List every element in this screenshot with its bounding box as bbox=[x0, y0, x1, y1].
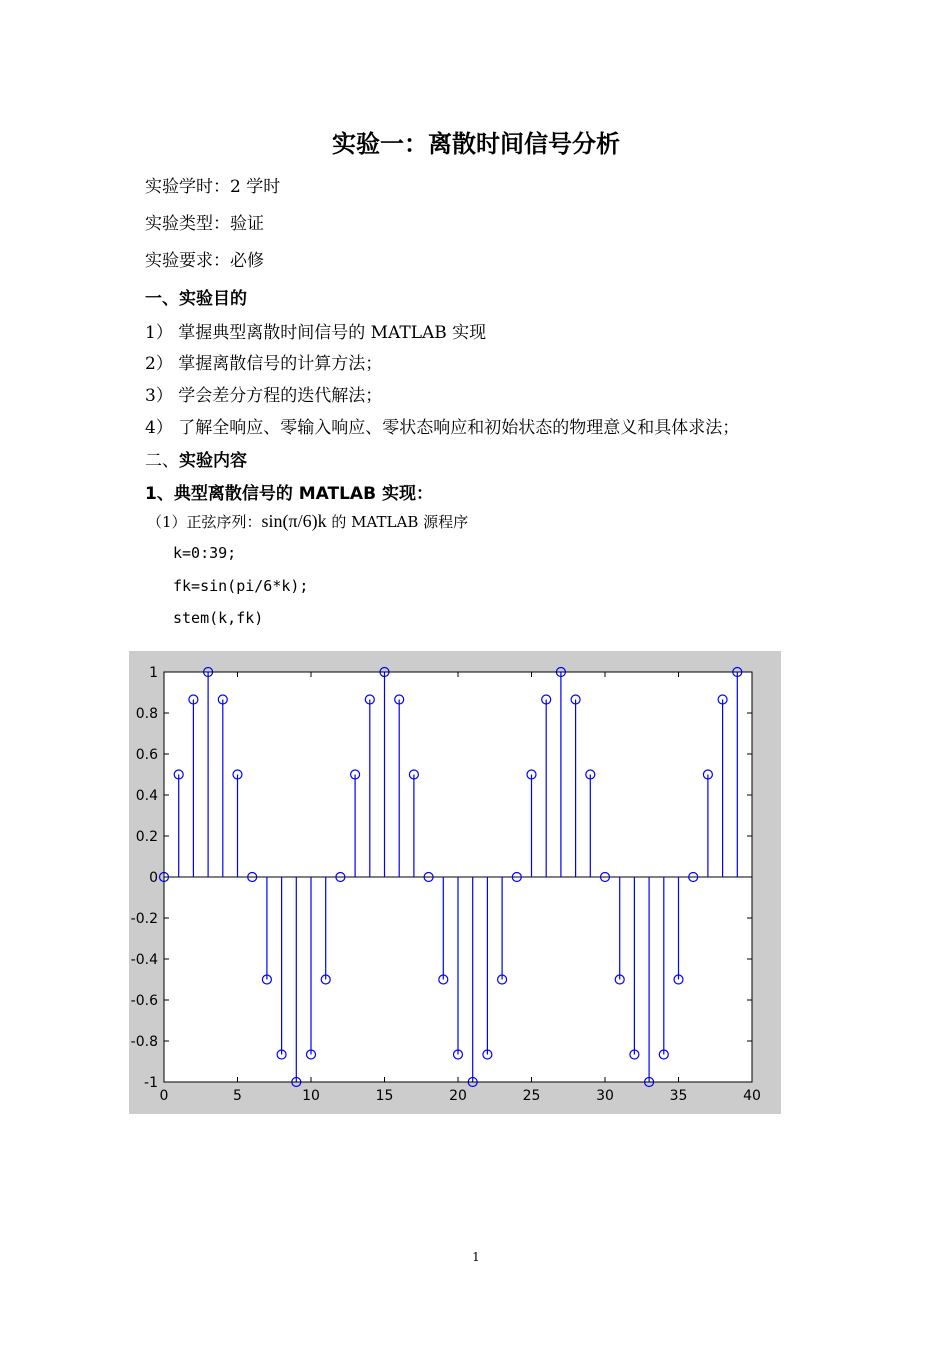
meta-requirement: 实验要求：必修 bbox=[145, 251, 264, 271]
item-suffix: 的 MATLAB 源程序 bbox=[326, 513, 469, 531]
meta-type: 实验类型：验证 bbox=[145, 214, 264, 234]
page-title: 实验一：离散时间信号分析 bbox=[332, 130, 620, 158]
y-tick-label: 0.8 bbox=[135, 706, 158, 722]
meta-hours: 实验学时：2 学时 bbox=[145, 177, 281, 197]
page-number: 1 bbox=[472, 1250, 480, 1264]
section2-heading-prefix: 二、 bbox=[145, 451, 179, 471]
stem-plot bbox=[129, 651, 781, 1114]
y-tick-label: -0.2 bbox=[130, 911, 158, 927]
y-tick-label: -0.6 bbox=[130, 993, 158, 1009]
objective-item-1: 1） 掌握典型离散时间信号的 MATLAB 实现 bbox=[145, 323, 487, 343]
y-tick-label: 0 bbox=[149, 870, 158, 886]
y-tick-label: -0.4 bbox=[130, 952, 158, 968]
section1-heading: 一、实验目的 bbox=[145, 289, 247, 309]
objective-item-2: 2） 掌握离散信号的计算方法； bbox=[145, 354, 383, 374]
x-tick-label: 35 bbox=[669, 1088, 688, 1104]
objective-item-4: 4） 了解全响应、零输入响应、零状态响应和初始状态的物理意义和具体求法； bbox=[145, 418, 740, 438]
formula-text: sin(π/6)k bbox=[261, 511, 327, 531]
code-line-1: k=0:39; bbox=[173, 544, 237, 562]
x-tick-label: 20 bbox=[449, 1088, 467, 1104]
sine-sequence-intro bbox=[147, 511, 468, 532]
item-prefix: （1）正弦序列： bbox=[147, 513, 262, 531]
objective-item-3: 3） 学会差分方程的迭代解法； bbox=[145, 386, 383, 406]
code-line-3: stem(k,fk) bbox=[173, 609, 264, 627]
section2-heading bbox=[145, 446, 247, 471]
x-tick-label: 0 bbox=[159, 1088, 169, 1104]
y-tick-label: 0.4 bbox=[135, 788, 158, 804]
x-tick-label: 15 bbox=[375, 1088, 394, 1104]
section2-heading-text: 实验内容 bbox=[179, 451, 247, 471]
y-tick-label: 0.6 bbox=[135, 747, 158, 763]
y-tick-label: 0.2 bbox=[135, 829, 158, 845]
x-tick-label: 25 bbox=[522, 1088, 541, 1104]
y-tick-label: -1 bbox=[144, 1075, 158, 1091]
x-tick-label: 5 bbox=[233, 1088, 242, 1104]
y-tick-label: 1 bbox=[149, 665, 158, 681]
x-tick-label: 40 bbox=[743, 1088, 761, 1104]
subsection-heading: 1、典型离散信号的 MATLAB 实现： bbox=[145, 484, 433, 504]
x-tick-label: 10 bbox=[302, 1088, 320, 1104]
y-tick-label: -0.8 bbox=[130, 1034, 158, 1050]
code-line-2: fk=sin(pi/6*k); bbox=[173, 577, 309, 595]
x-tick-label: 30 bbox=[596, 1088, 614, 1104]
formula bbox=[262, 511, 327, 531]
